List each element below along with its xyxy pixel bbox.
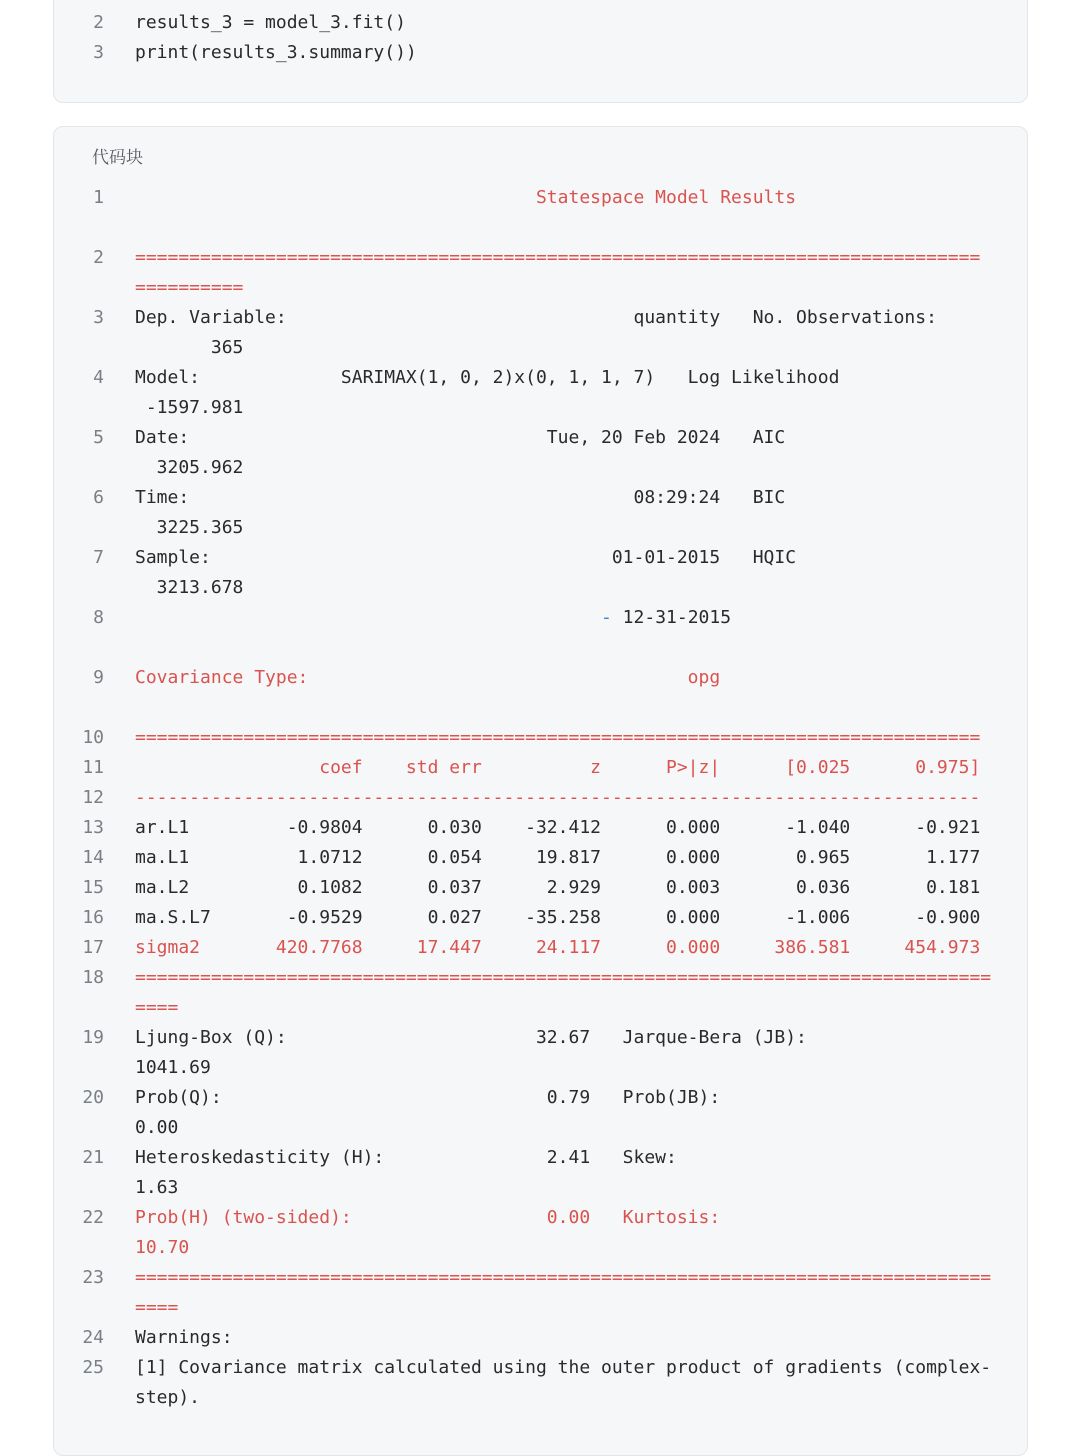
code-text: Statespace Model Results <box>135 187 797 208</box>
code-line <box>54 1353 1027 1383</box>
line-number: 17 <box>82 937 104 958</box>
code-line <box>54 1143 1027 1173</box>
code-line <box>54 1173 1027 1203</box>
code-text: Heteroskedasticity (H): 2.41 Skew: <box>135 1147 677 1168</box>
code-text: ma.L2 0.1082 0.037 2.929 0.003 0.036 0.181 <box>135 877 981 898</box>
code-text: Model: SARIMAX(1, 0, 2)x(0, 1, 1, 7) Log Likelihood <box>135 367 840 388</box>
code-line <box>54 753 1027 783</box>
code-block-main <box>53 126 1028 1456</box>
code-text: ========== <box>135 277 244 298</box>
code-line <box>54 543 1027 573</box>
code-line <box>54 1383 1027 1413</box>
line-number: 3 <box>93 307 104 328</box>
code-text: Sample: 01-01-2015 HQIC <box>135 547 797 568</box>
code-line <box>54 903 1027 933</box>
code-block-label: 代码块 <box>92 148 143 168</box>
code-text: print(results_3.summary()) <box>135 42 417 63</box>
code-line <box>54 1083 1027 1113</box>
line-number: 7 <box>93 547 104 568</box>
code-text: step). <box>135 1387 201 1408</box>
code-line <box>54 333 1027 363</box>
code-line <box>54 783 1027 813</box>
code-line <box>54 1053 1027 1083</box>
line-number: 23 <box>82 1267 104 1288</box>
line-number: 4 <box>93 367 104 388</box>
code-line <box>54 843 1027 873</box>
code-segment <box>135 607 601 628</box>
code-line <box>54 213 1027 243</box>
code-line <box>54 1293 1027 1323</box>
code-text: ------------------------------------------------------------------------------ <box>135 787 981 808</box>
line-number: 8 <box>93 607 104 628</box>
code-line <box>54 873 1027 903</box>
code-text: Prob(Q): 0.79 Prob(JB): <box>135 1087 721 1108</box>
code-text: results_3 = model_3.fit() <box>135 12 406 33</box>
code-text: coef std err z P>|z| [0.025 0.975] <box>135 757 981 778</box>
code-line <box>54 1233 1027 1263</box>
code-text: ==== <box>135 1297 179 1318</box>
code-text: 3225.365 <box>135 517 244 538</box>
line-number: 20 <box>82 1087 104 1108</box>
line-number: 18 <box>82 967 104 988</box>
line-number: 10 <box>82 727 104 748</box>
line-number: 25 <box>82 1357 104 1378</box>
code-line <box>54 1323 1027 1353</box>
code-line <box>54 693 1027 723</box>
code-lines <box>54 8 1027 68</box>
code-text: =============================================================================== <box>135 967 992 988</box>
line-number: 21 <box>82 1147 104 1168</box>
code-text: 1.63 <box>135 1177 179 1198</box>
code-text: Warnings: <box>135 1327 233 1348</box>
code-text: Dep. Variable: quantity No. Observations: <box>135 307 937 328</box>
code-text: 3205.962 <box>135 457 244 478</box>
code-line <box>54 273 1027 303</box>
code-line <box>54 603 1027 633</box>
code-line <box>54 1203 1027 1233</box>
code-line <box>54 723 1027 753</box>
code-text: ar.L1 -0.9804 0.030 -32.412 0.000 -1.040 -0.921 <box>135 817 981 838</box>
code-text: ============================================================================== <box>135 727 981 748</box>
code-line <box>54 933 1027 963</box>
code-text: Ljung-Box (Q): 32.67 Jarque-Bera (JB): <box>135 1027 807 1048</box>
code-line <box>54 8 1027 38</box>
code-text: Time: 08:29:24 BIC <box>135 487 786 508</box>
code-text: =============================================================================== <box>135 1267 992 1288</box>
code-line <box>54 183 1027 213</box>
code-text: ==== <box>135 997 179 1018</box>
code-line <box>54 963 1027 993</box>
code-text: [1] Covariance matrix calculated using the outer product of gradients (complex- <box>135 1357 992 1378</box>
line-number: 2 <box>93 12 104 33</box>
line-number: 5 <box>93 427 104 448</box>
code-line <box>54 513 1027 543</box>
code-text: ma.S.L7 -0.9529 0.027 -35.258 0.000 -1.006 -0.900 <box>135 907 981 928</box>
code-line <box>54 303 1027 333</box>
code-segment-highlight: - <box>601 607 612 628</box>
line-number: 11 <box>82 757 104 778</box>
line-number: 2 <box>93 247 104 268</box>
code-line <box>54 453 1027 483</box>
line-number: 15 <box>82 877 104 898</box>
code-text: 365 <box>135 337 244 358</box>
line-number: 3 <box>93 42 104 63</box>
line-number: 1 <box>93 187 104 208</box>
code-segment: 12-31-2015 <box>611 607 732 628</box>
code-line <box>54 993 1027 1023</box>
code-line <box>54 393 1027 423</box>
code-line <box>54 1263 1027 1293</box>
line-number: 24 <box>82 1327 104 1348</box>
code-block-top <box>53 0 1028 103</box>
code-line <box>54 243 1027 273</box>
code-line <box>54 38 1027 68</box>
line-number: 6 <box>93 487 104 508</box>
code-lines <box>54 183 1027 1413</box>
code-text: Prob(H) (two-sided): 0.00 Kurtosis: <box>135 1207 721 1228</box>
line-number: 13 <box>82 817 104 838</box>
code-text: 0.00 <box>135 1117 179 1138</box>
line-number: 16 <box>82 907 104 928</box>
code-line <box>54 423 1027 453</box>
code-line <box>54 633 1027 663</box>
code-text <box>135 603 731 633</box>
line-number: 12 <box>82 787 104 808</box>
code-text: sigma2 420.7768 17.447 24.117 0.000 386.581 454.973 <box>135 937 981 958</box>
code-text: 3213.678 <box>135 577 244 598</box>
code-text: 10.70 <box>135 1237 190 1258</box>
code-line <box>54 1113 1027 1143</box>
code-line <box>54 483 1027 513</box>
code-text: 1041.69 <box>135 1057 211 1078</box>
line-number: 22 <box>82 1207 104 1228</box>
line-number: 14 <box>82 847 104 868</box>
code-text: Covariance Type: opg <box>135 667 721 688</box>
code-text: Date: Tue, 20 Feb 2024 AIC <box>135 427 786 448</box>
code-line <box>54 363 1027 393</box>
line-number: 9 <box>93 667 104 688</box>
code-text: -1597.981 <box>135 397 244 418</box>
code-line <box>54 663 1027 693</box>
code-line <box>54 1023 1027 1053</box>
code-line <box>54 573 1027 603</box>
code-text: ma.L1 1.0712 0.054 19.817 0.000 0.965 1.177 <box>135 847 981 868</box>
code-text: ============================================================================== <box>135 247 981 268</box>
line-number: 19 <box>82 1027 104 1048</box>
code-line <box>54 813 1027 843</box>
